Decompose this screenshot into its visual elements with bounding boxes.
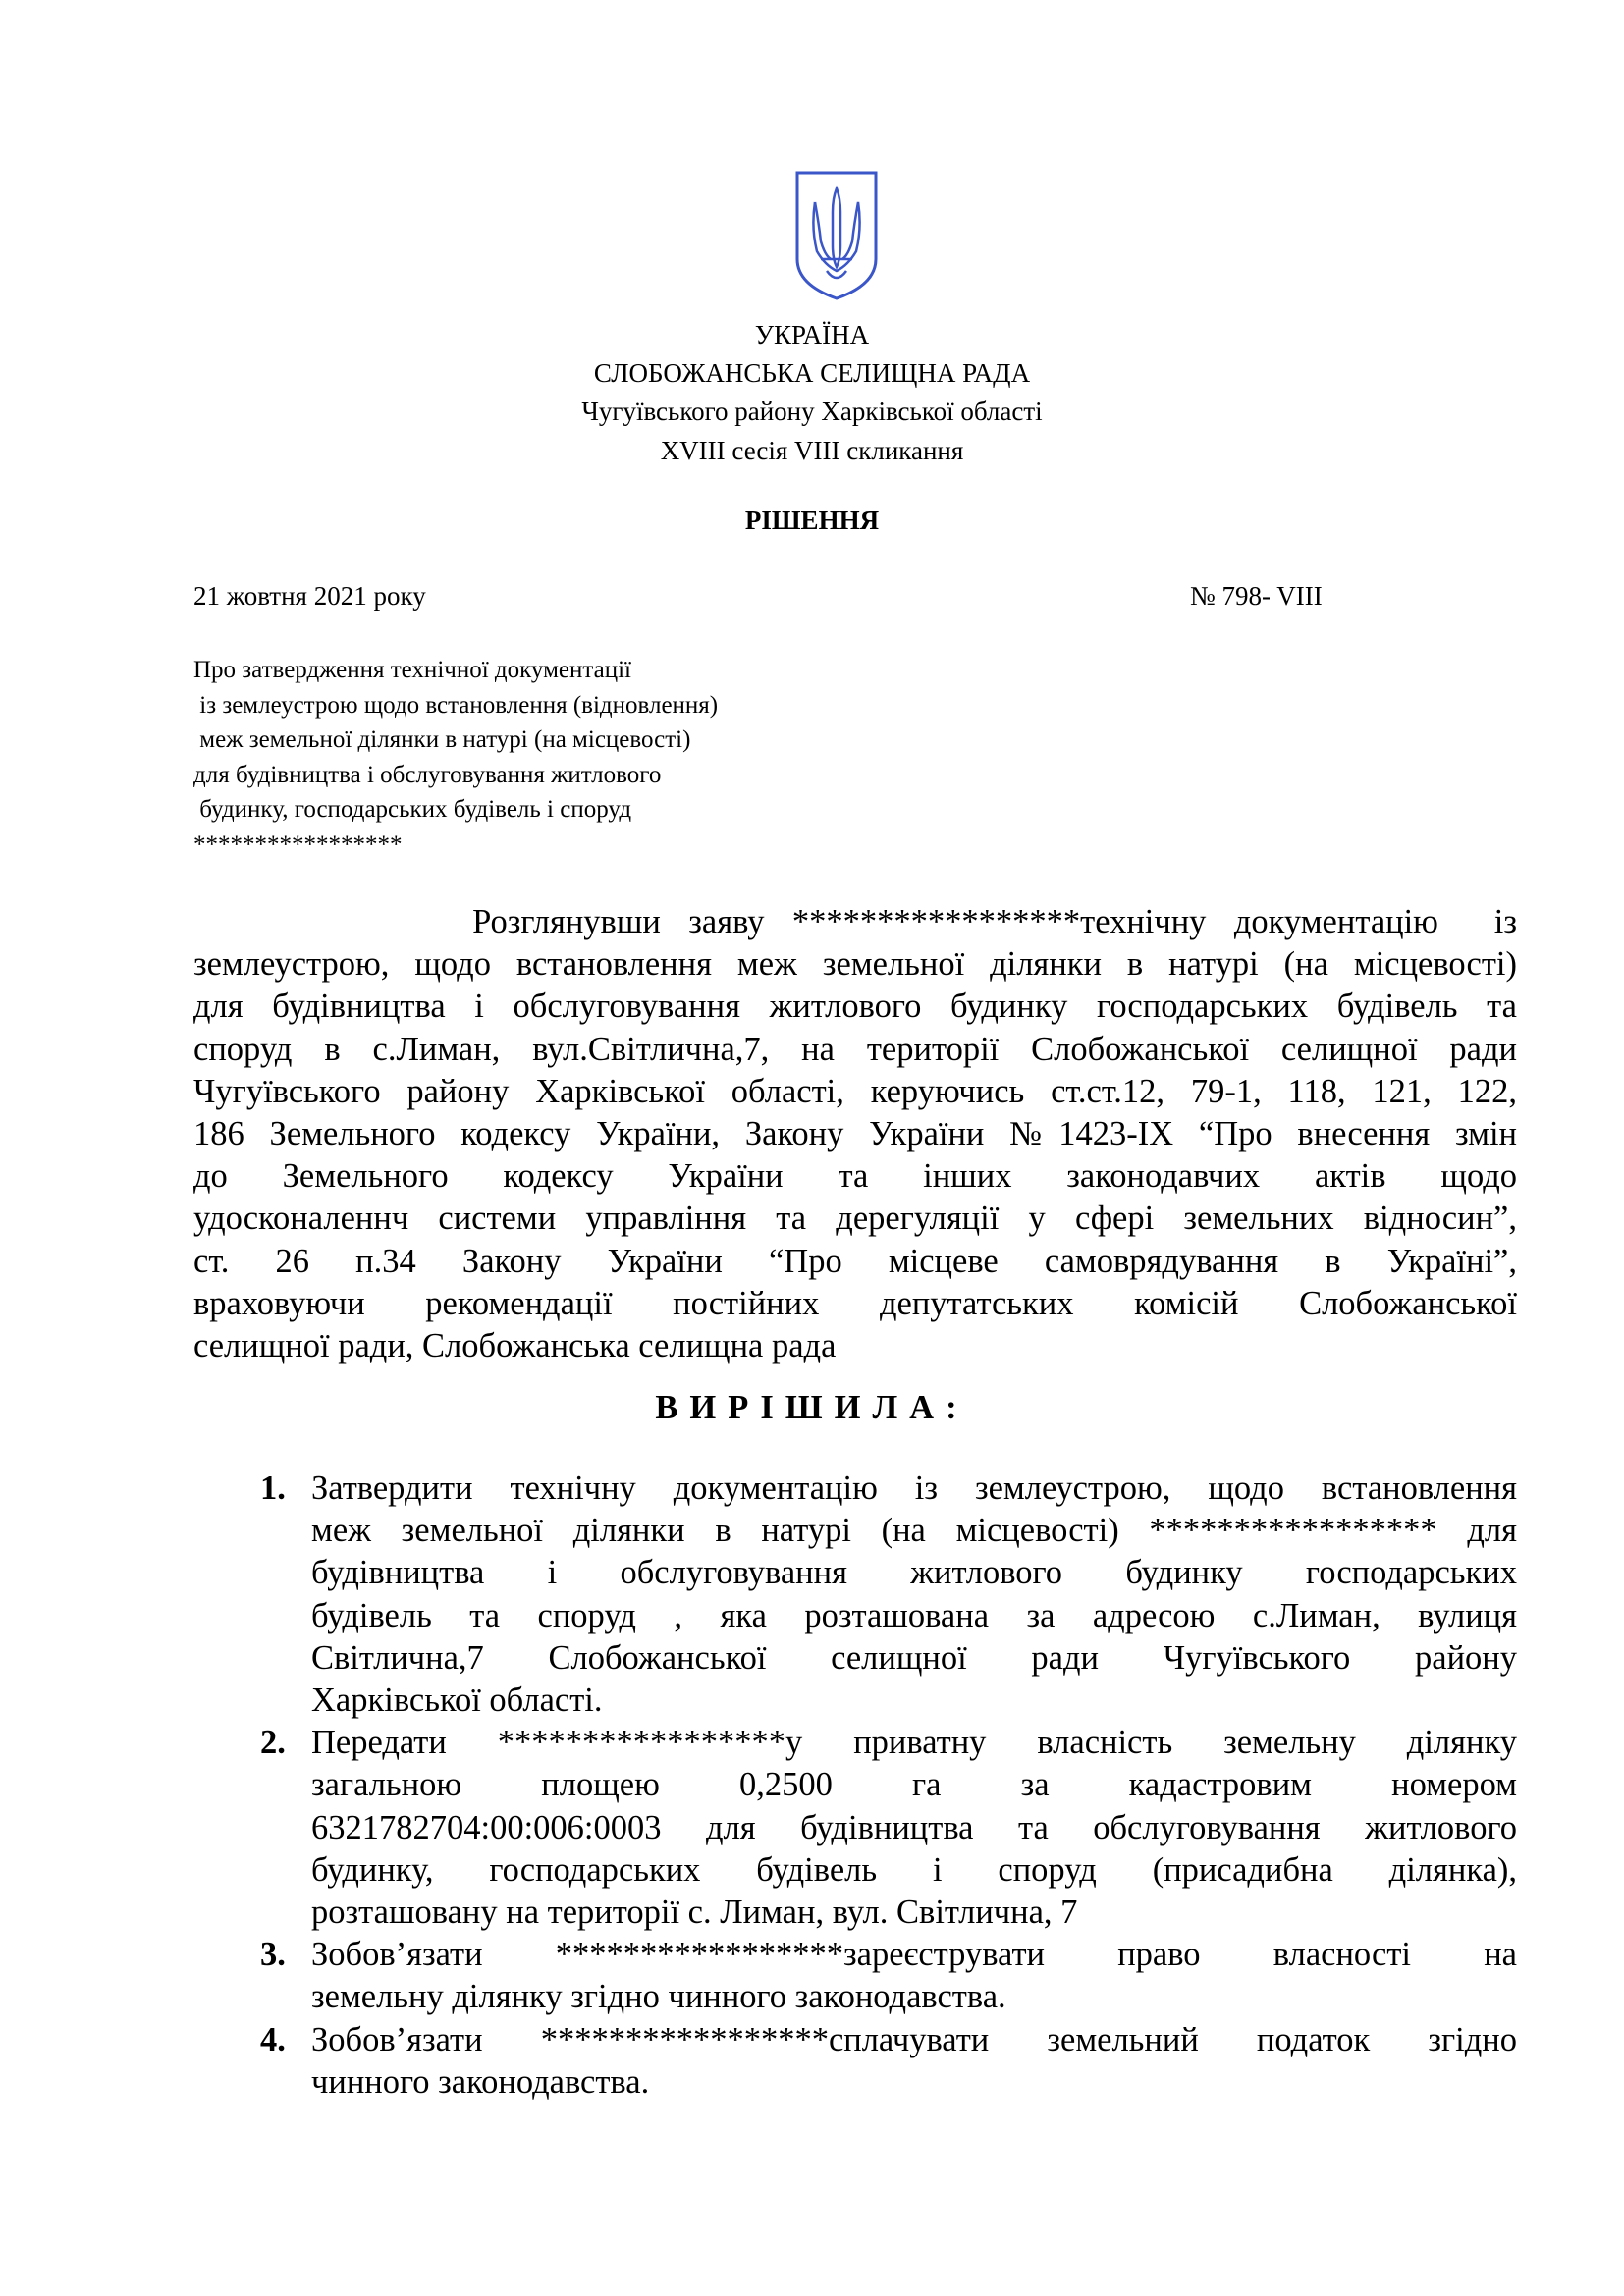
subject-line: *****************	[193, 830, 403, 858]
subject-line: із землеустрою щодо встановлення (відновлення)	[193, 691, 719, 719]
preamble-line: удосконаленнч системи управління та дерегуляції у сфері земельних відносин”,	[193, 1200, 1517, 1238]
item-line: Зобов’язати *****************зареєструвати право власності на	[311, 1936, 1517, 1974]
item-line: Світлична,7 Слобожанської селищної ради Чугуївського району	[311, 1638, 1517, 1677]
preamble-paragraph	[193, 901, 1517, 1367]
subject-line: Про затвердження технічної документації	[193, 657, 631, 683]
item-line: 6321782704:00:006:0003 для будівництва та обслуговування житлового	[311, 1808, 1517, 1846]
list-item	[193, 1468, 1517, 1722]
item-number: 4.	[260, 2020, 286, 2058]
item-line: будинку, господарських будівель і споруд (присадибна ділянка),	[311, 1850, 1517, 1889]
decision-title: РІШЕННЯ	[744, 506, 880, 535]
header-session: XVIII сесія VIII скликання	[660, 436, 964, 465]
coat-of-arms-emblem	[793, 169, 880, 302]
subject-line: для будівництва і обслуговування житлового	[193, 761, 662, 788]
preamble-line: споруд в с.Лиман, вул.Світлична,7, на території Слобожанської селищної ради	[193, 1030, 1517, 1068]
resolved-heading: ВИРІШИЛА:	[655, 1389, 969, 1426]
item-line: меж земельної ділянки в натурі (на місцевості) ***************** для	[311, 1512, 1517, 1550]
decision-number: № 798- VIII	[1190, 581, 1323, 611]
decision-subject	[193, 653, 718, 862]
item-line: Затвердити технічну документацію із землеустрою, щодо встановлення	[311, 1469, 1517, 1507]
item-line: будівництва і обслуговування житлового будинку господарських	[311, 1554, 1517, 1592]
item-line: Передати *****************у приватну власність земельну ділянку	[311, 1724, 1517, 1762]
item-number: 1.	[260, 1469, 286, 1507]
item-line: земельну ділянку згідно чинного законодавства.	[311, 1978, 1006, 2016]
preamble-line: для будівництва і обслуговування житлового будинку господарських будівель та	[193, 988, 1517, 1026]
item-line: будівель та споруд , яка розташована за адресою с.Лиман, вулиця	[311, 1596, 1517, 1634]
preamble-line: 186 Земельного кодексу України, Закону України №1423-IX “Про внесення змін	[193, 1115, 1517, 1153]
item-line: розташовану на території с. Лиман, вул. Світлична, 7	[311, 1894, 1078, 1932]
header-council: СЛОБОЖАНСЬКА СЕЛИЩНА РАДА	[593, 358, 1031, 388]
decision-date: 21 жовтня 2021 року	[193, 581, 426, 611]
header-district: Чугуївського району Харківської області	[581, 397, 1043, 426]
preamble-line: Розглянувши заяву *****************технічну документацію із	[193, 903, 1517, 940]
resolution-items	[193, 1468, 1517, 2104]
item-number: 2.	[260, 1724, 286, 1762]
item-line: загальною площею 0,2500 га за кадастровим номером	[311, 1766, 1517, 1804]
list-item	[193, 1722, 1517, 1934]
preamble-line: землеустрою, щодо встановлення меж земельної ділянки в натурі (на місцевості)	[193, 945, 1517, 984]
item-line: чинного законодавства.	[311, 2062, 650, 2101]
header-country: УКРАЇНА	[754, 320, 870, 349]
item-line: Харківської області.	[311, 1682, 603, 1720]
preamble-line: враховуючи рекомендації постійних депутатських комісій Слобожанської	[193, 1284, 1517, 1322]
preamble-line: ст. 26 п.34 Закону України “Про місцеве самоврядування в Україні”,	[193, 1242, 1517, 1280]
preamble-line: селищної ради, Слобожанська селищна рада	[193, 1327, 837, 1365]
item-line: Зобов’язати *****************сплачувати земельний податок згідно	[311, 2020, 1517, 2058]
subject-line: будинку, господарських будівель і споруд	[193, 796, 632, 823]
list-item	[193, 2019, 1517, 2104]
item-number: 3.	[260, 1936, 286, 1974]
subject-line: меж земельної ділянки в натурі (на місцевості)	[193, 726, 691, 753]
list-item	[193, 1934, 1517, 2018]
preamble-line: до Земельного кодексу України та інших законодавчих актів щодо	[193, 1157, 1517, 1196]
preamble-line: Чугуївського району Харківської області, керуючись ст.ст.12, 79-1, 118, 121, 122,	[193, 1072, 1517, 1110]
